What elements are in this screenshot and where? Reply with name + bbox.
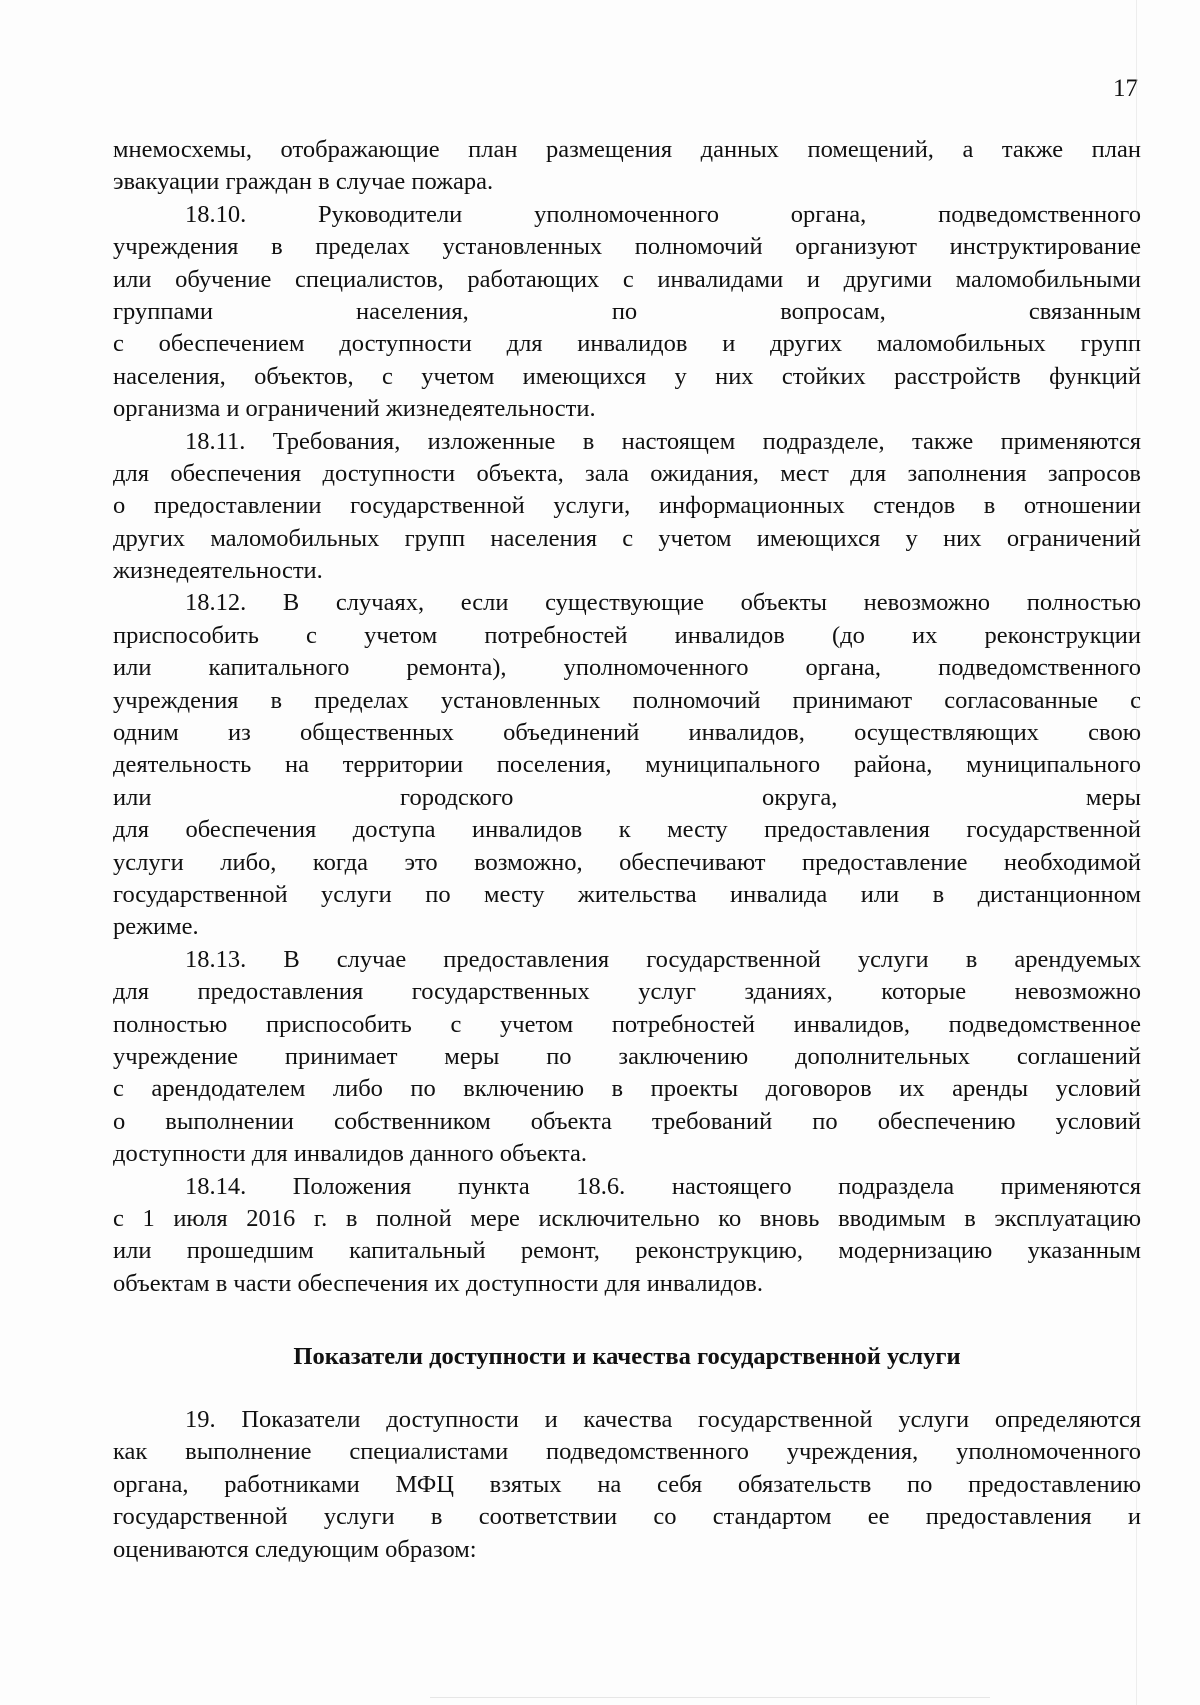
text-line: или обучение специалистов, работающих с инвалидами и другими маломобильными: [113, 265, 1141, 293]
text-line: 18.10. Руководители уполномоченного органа, подведомственного: [185, 200, 1141, 228]
text-line: или городского округа, меры: [113, 783, 1141, 811]
text-line: организма и ограничений жизнедеятельности.: [113, 395, 596, 423]
text-line: учреждение принимает меры по заключению дополнительных соглашений: [113, 1042, 1141, 1070]
text-line: учреждения в пределах установленных полномочий организуют инструктирование: [113, 233, 1141, 261]
text-line: мнемосхемы, отображающие план размещения данных помещений, а также план: [113, 136, 1141, 163]
text-line: органа, работниками МФЦ взятых на себя обязательств по предоставлению: [113, 1470, 1141, 1498]
text-line: 18.13. В случае предоставления государственной услуги в арендуемых: [185, 945, 1141, 973]
scan-artifact: [430, 1697, 990, 1698]
body-text-top: [113, 134, 1141, 1300]
text-line: 19. Показатели доступности и качества государственной услуги определяются: [185, 1406, 1141, 1433]
text-line: населения, объектов, с учетом имеющихся у них стойких расстройств функций: [113, 362, 1141, 390]
text-line: учреждения в пределах установленных полномочий принимают согласованные с: [113, 686, 1141, 714]
text-line: группами населения, по вопросам, связанным: [113, 297, 1141, 325]
text-line: 18.11. Требования, изложенные в настоящем подразделе, также применяются: [185, 427, 1141, 455]
section-heading: Показатели доступности и качества государственной услуги: [293, 1343, 961, 1370]
text-line: режиме.: [113, 913, 199, 941]
body-text-bottom: [113, 1404, 1141, 1566]
text-line: о выполнении собственником объекта требований по обеспечению условий: [113, 1107, 1141, 1135]
page-number: 17: [1113, 75, 1138, 102]
text-line: государственной услуги в соответствии со стандартом ее предоставления и: [113, 1503, 1141, 1531]
text-line: для предоставления государственных услуг зданиях, которые невозможно: [113, 978, 1141, 1006]
text-line: оцениваются следующим образом:: [113, 1535, 477, 1563]
text-line: других маломобильных групп населения с учетом имеющихся у них ограничений: [113, 524, 1141, 552]
text-line: или прошедшим капитальный ремонт, реконструкцию, модернизацию указанным: [113, 1237, 1141, 1265]
text-line: приспособить с учетом потребностей инвалидов (до их реконструкции: [113, 621, 1141, 649]
scan-artifact: [1136, 0, 1137, 1705]
text-line: для обеспечения доступа инвалидов к месту предоставления государственной: [113, 816, 1141, 844]
text-line: жизнедеятельности.: [113, 557, 323, 585]
text-line: одним из общественных объединений инвалидов, осуществляющих свою: [113, 719, 1141, 747]
text-line: с 1 июля 2016 г. в полной мере исключительно ко вновь вводимым в эксплуатацию: [113, 1204, 1141, 1232]
text-line: 18.14. Положения пункта 18.6. настоящего подраздела применяются: [185, 1172, 1141, 1200]
text-line: эвакуации граждан в случае пожара.: [113, 168, 494, 196]
text-line: 18.12. В случаях, если существующие объекты невозможно полностью: [185, 589, 1141, 617]
text-line: доступности для инвалидов данного объекта.: [113, 1140, 587, 1168]
text-line: с обеспечением доступности для инвалидов и других маломобильных групп: [113, 330, 1141, 358]
text-line: с арендодателем либо по включению в проекты договоров их аренды условий: [113, 1075, 1141, 1103]
text-line: для обеспечения доступности объекта, зала ожидания, мест для заполнения запросов: [113, 459, 1141, 487]
text-line: как выполнение специалистами подведомственного учреждения, уполномоченного: [113, 1438, 1141, 1466]
text-line: деятельность на территории поселения, муниципального района, муниципального: [113, 751, 1141, 779]
text-line: о предоставлении государственной услуги, информационных стендов в отношении: [113, 492, 1141, 520]
text-line: объектам в части обеспечения их доступности для инвалидов.: [113, 1269, 763, 1297]
text-line: государственной услуги по месту жительства инвалида или в дистанционном: [113, 880, 1141, 908]
text-line: или капитального ремонта), уполномоченного органа, подведомственного: [113, 654, 1141, 682]
text-line: услуги либо, когда это возможно, обеспечивают предоставление необходимой: [113, 848, 1141, 876]
text-line: полностью приспособить с учетом потребностей инвалидов, подведомственное: [113, 1010, 1141, 1038]
